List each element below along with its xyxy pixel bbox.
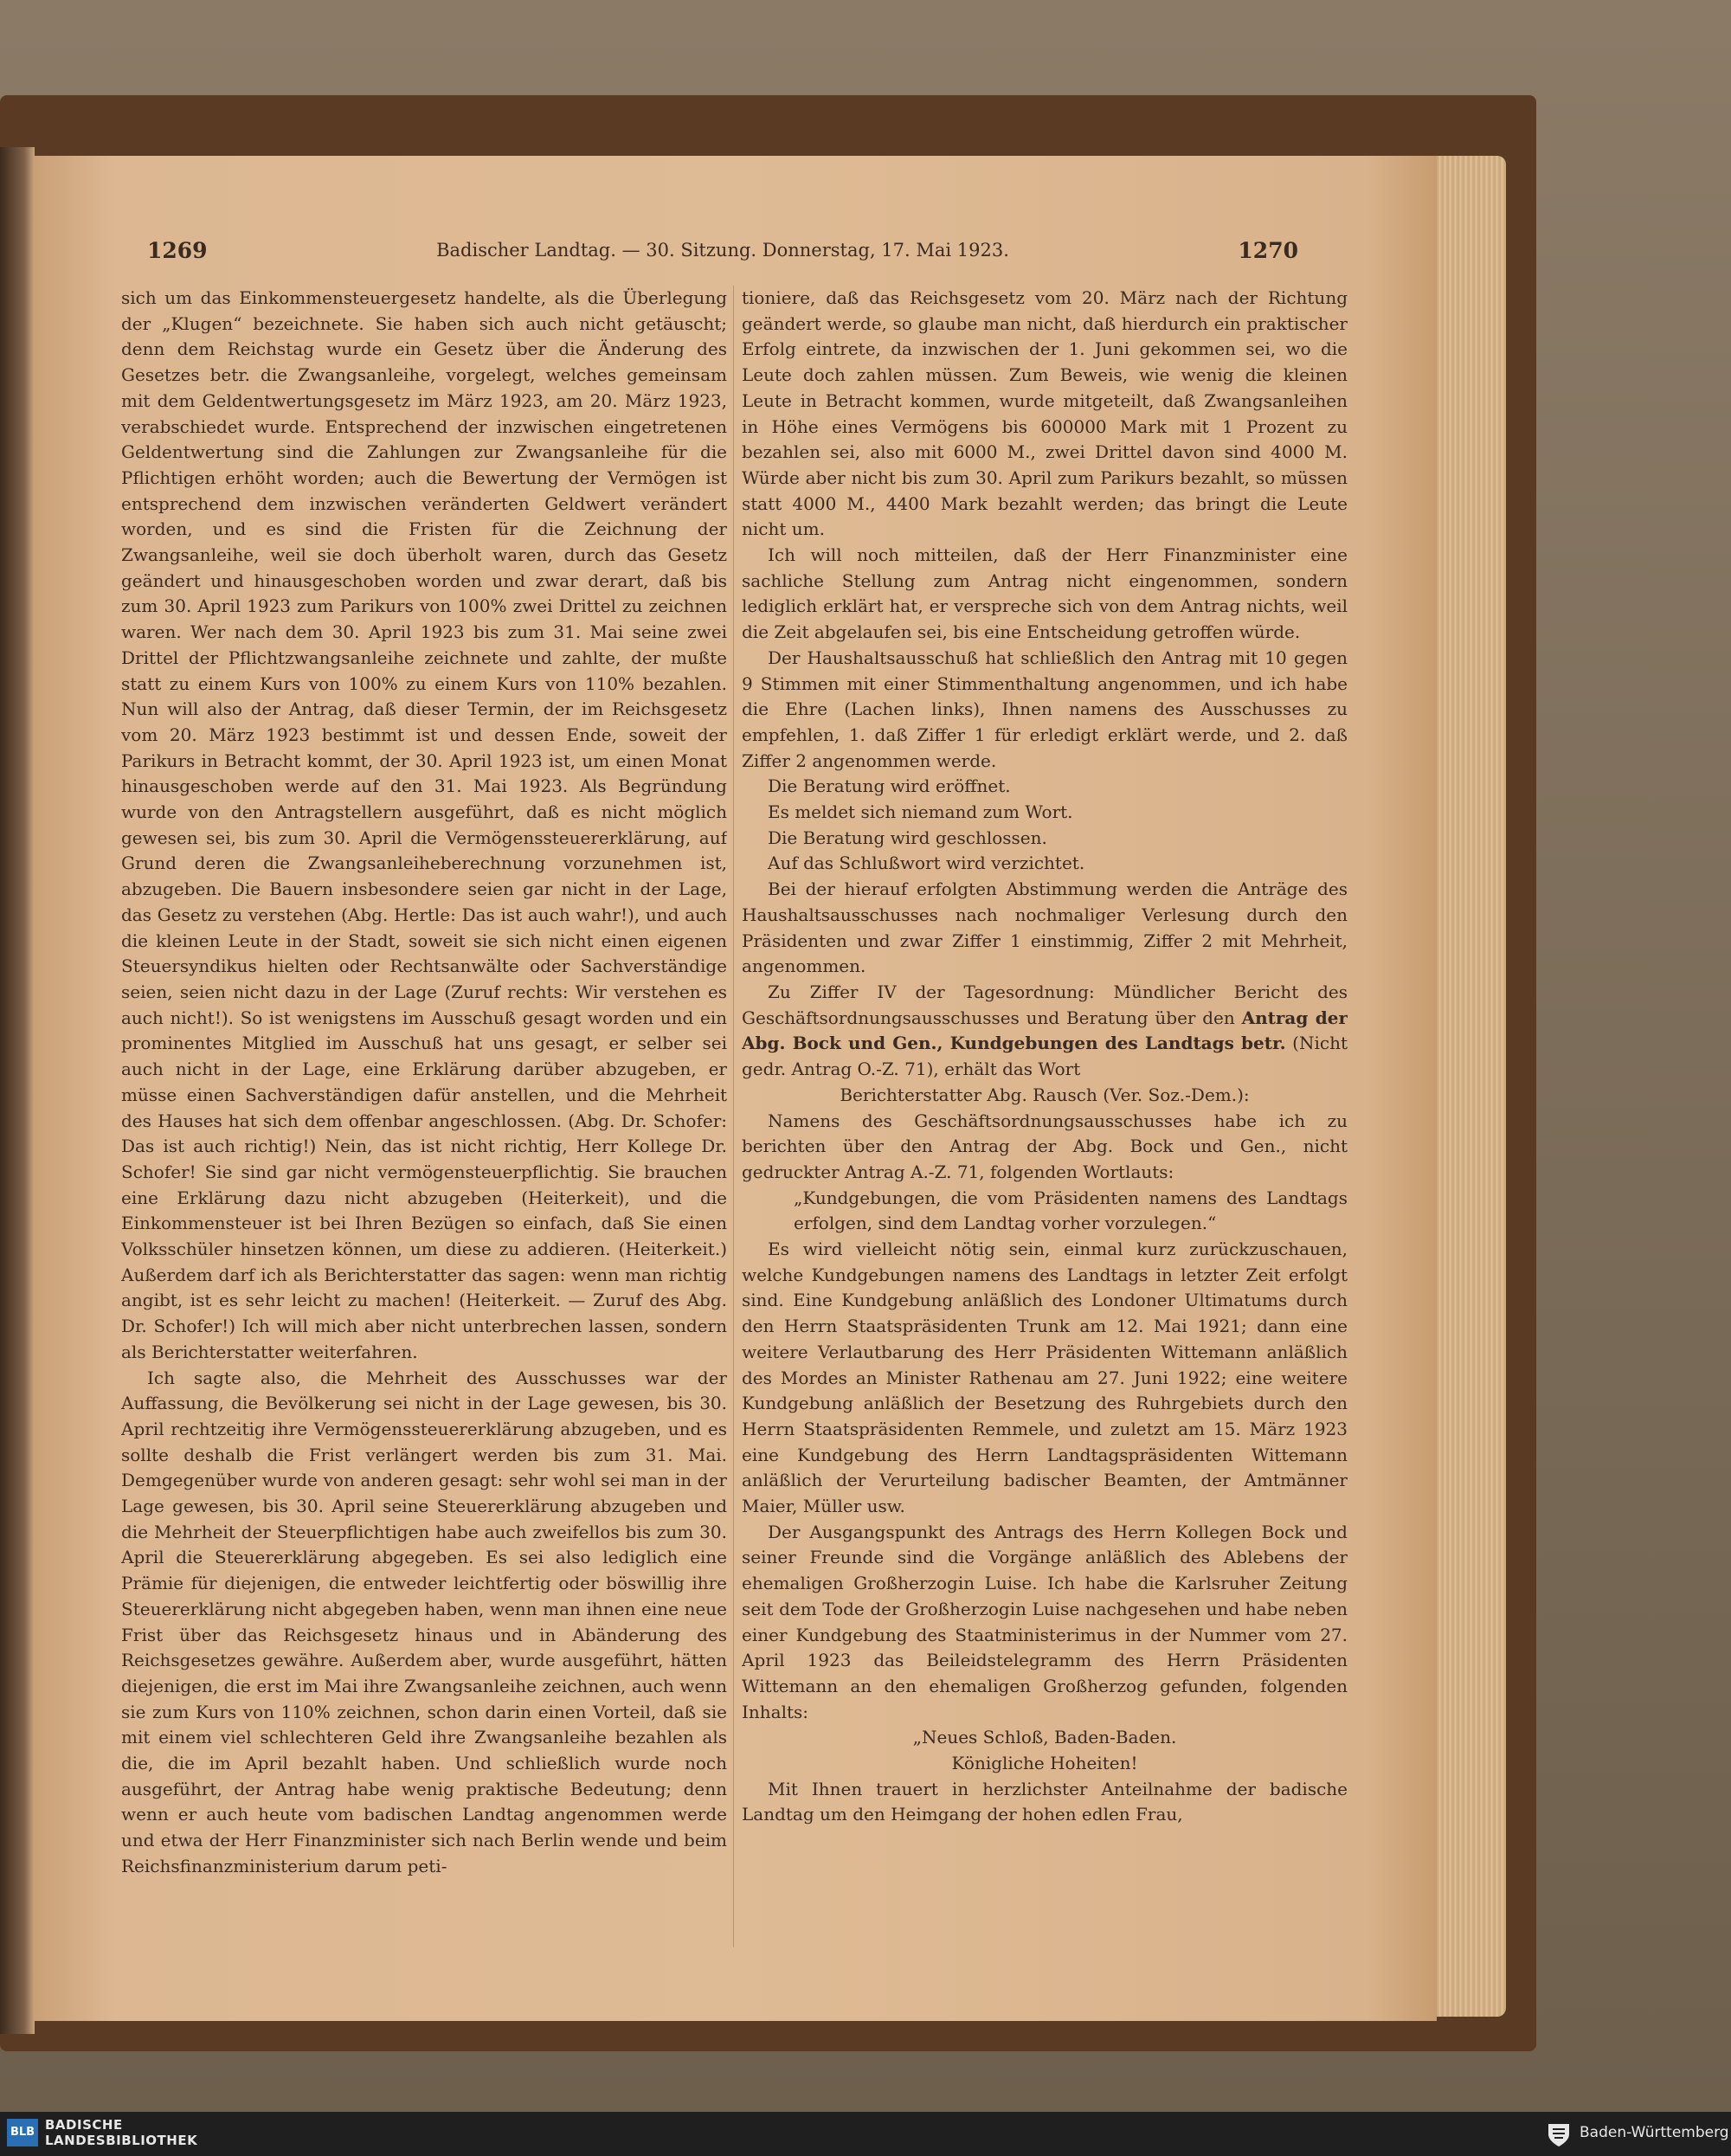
header-title: Badischer Landtag. — 30. Sitzung. Donnerstag, 17. Mai 1923.: [436, 240, 1009, 261]
viewer-footer: [0, 2112, 1731, 2156]
book-spine: [0, 147, 35, 2034]
left-column: [121, 286, 727, 1973]
right-paragraph-report: Namens des Geschäftsordnungsausschusses habe ich zu berichten über den Antrag der Abg. Bock und Gen., nicht gedruckter Antrag A.-Z. 71, folgenden Wortlauts:: [742, 1110, 1348, 1182]
page-number-left: 1269: [147, 238, 208, 263]
procedure-opened: Die Beratung wird eröffnet.: [768, 776, 1011, 797]
running-header: [147, 238, 1298, 273]
agenda-item-iv: [742, 980, 1348, 1083]
bw-label[interactable]: Baden-Württemberg: [1580, 2124, 1729, 2141]
telegram-body: Mit Ihnen trauert in herzlichster Anteilnahme der badische Landtag um den Heimgang der hohen edlen Frau,: [742, 1778, 1348, 1825]
blb-name-line2: LANDESBIBLIOTHEK: [45, 2133, 198, 2148]
left-paragraph-2: Ich sagte also, die Mehrheit des Ausschusses war der Auffassung, die Bevölkerung sei nicht in der Lage gewesen, bis 30. April rechtzeitig ihre Vermögenssteuererklärung abzugeben, und es sollte deshalb die Frist verlängert werden bis zum 31. Mai. Demgegenüber wurde von anderen gesagt: sehr wohl sei man in der Lage gewesen, bis 30. April seine Steuererklärung abzugeben und die Mehrheit der Steuerpflichtigen habe auch zweifellos bis zum 30. April die Steuererklärung abgegeben. Es sei also lediglich eine Prämie für diejenigen, die entweder leichtfertig oder böswillig ihre Steuererklärung nicht abgegeben haben, wenn man ihnen eine neue Frist über das Reichsgesetz hinaus und in Abänderung des Reichsgesetzes gewähre. Außerdem aber, wurde ausgeführt, hätten diejenigen, die erst im Mai ihre Zwangsanleihe zeichnen, auch wenn sie zum Kurs von 110% zeichnen, schon darin einen Vorteil, daß sie mit einem viel schlechteren Geld ihre Zwangsanleihe bezahlen als die, die im April bezahlt haben. Und schließlich wurde noch ausgeführt, der Antrag habe wenig praktische Bedeutung; denn wenn er auch heute vom badischen Landtag angenommen werde und etwa der Herr Finanzminister sich nach Berlin wende und beim Reichsfinanzministerium darum peti-: [121, 1367, 727, 1876]
blb-logo[interactable]: BLB: [7, 2119, 38, 2146]
blb-name[interactable]: [45, 2117, 197, 2148]
agenda-intro: Zu Ziffer IV der Tagesordnung: Mündlicher Bericht des Geschäftsordnungsausschusses und Beratung über den: [742, 981, 1348, 1028]
right-paragraph-1: tioniere, daß das Reichsgesetz vom 20. März nach der Richtung geändert werde, so glaube man nicht, daß hierdurch ein praktischer Erfolg eintrete, da inzwischen der 1. Juni gekommen sei, wo die Leute doch zahlen müssen. Zum Beweis, wie wenig die kleinen Leute in Betracht kommen, wurde mitgeteilt, daß Zwangsanleihen in Höhe eines Vermögens bis 600000 Mark mit 1 Prozent zu bezahlen sei, also mit 6000 M., zwei Drittel davon sind 4000 M. Würde aber nicht bis zum 30. April zum Parikurs bezahlt, so müssen statt 4000 M., 4400 Mark bezahlt werden; das bringt die Leute nicht um.: [742, 287, 1348, 540]
procedure-closed: Die Beratung wird geschlossen.: [768, 827, 1047, 848]
page-number-right: 1270: [1238, 238, 1298, 263]
blb-name-line1: BADISCHE: [45, 2117, 123, 2133]
procedure-final-word: Auf das Schlußwort wird verzichtet.: [768, 853, 1085, 874]
agenda-outro: (Nicht gedr. Antrag O.-Z. 71), erhält das Wort: [742, 1033, 1348, 1080]
left-paragraph-1: sich um das Einkommensteuergesetz handelte, als die Überlegung der „Klugen“ bezeichnete. Sie haben sich auch nicht getäuscht; denn dem Reichstag wurde ein Gesetz über die Änderung des Gesetzes betr. die Zwangsanleihe, vorgelegt, welches gemeinsam mit dem Geldentwertungsgesetz im März 1923, am 20. März 1923, verabschiedet wurde. Entsprechend der inzwischen eingetretenen Geldentwertung sind die Zahlungen zur Zwangsanleihe für die Pflichtigen erhöht worden; auch die Bewertung der Vermögen ist entsprechend dem inzwischen veränderten Geldwert verändert worden, und es sind die Fristen für die Zeichnung der Zwangsanleihe, weil sie doch überholt waren, durch das Gesetz geändert und hinausgeschoben worden und zwar derart, daß bis zum 30. April 1923 zum Parikurs von 100% zwei Drittel zu zeichnen waren. Wer nach dem 30. April 1923 bis zum 31. Mai seine zwei Drittel der Pflichtzwangsanleihe zeichnete und zahlte, der mußte statt zu einem Kurs von 100% zu einem Kurs von 110% bezahlen. Nun will also der Antrag, daß dieser Termin, der im Reichsgesetz vom 20. März 1923 bestimmt ist und dessen Ende, soweit der Parikurs in Betracht kommt, der 30. April 1923 ist, um einen Monat hinausgeschoben werde auf den 31. Mai 1923. Als Begründung wurde von den Antragstellern ausgeführt, daß es nicht möglich gewesen sei, bis zum 30. April die Vermögenssteuererklärung, auf Grund deren die Zwangsanleiheberechnung vorzunehmen ist, abzugeben. Die Bauern insbesondere seien gar nicht in der Lage, das Gesetz zu verstehen (Abg. Hertle: Das ist auch wahr!), und auch die kleinen Leute in der Stadt, soweit sie sich nicht einen eigenen Steuersyndikus hielten oder Rechtsanwälte oder Sachverständige seien, seien nicht dazu in der Lage (Zuruf rechts: Wir verstehen es auch nicht!). So ist wenigstens im Ausschuß gesagt worden und ein prominentes Mitglied im Ausschuß hat uns gesagt, er selber sei auch nicht in der Lage, eine Erklärung darüber abzugeben, er müsse einen Sachverständigen dafür anstellen, und die Mehrheit des Hauses hat sich dem offenbar angeschlossen. (Abg. Dr. Schofer: Das ist auch richtig!) Nein, das ist nicht richtig, Herr Kollege Dr. Schofer! Sie sind gar nicht vermögensteuerpflichtig. Sie brauchen eine Erklärung dazu nicht abzugeben (Heiterkeit), und die Einkommensteuer ist bei Ihren Bezügen so einfach, daß Sie einen Volksschüler hinsetzen können, um diese zu addieren. (Heiterkeit.) Außerdem darf ich als Berichterstatter das sagen: wenn man richtig angibt, ist es sehr leicht zu machen! (Heiterkeit. — Zuruf des Abg. Dr. Schofer!) Ich will mich aber nicht unterbrechen lassen, sondern als Berichterstatter weiterfahren.: [121, 287, 727, 1362]
speaker-line: Berichterstatter Abg. Rausch (Ver. Soz.-Dem.):: [840, 1084, 1250, 1105]
right-paragraph-3: Der Haushaltsausschuß hat schließlich den Antrag mit 10 gegen 9 Stimmen mit einer Stimmenthaltung angenommen, und ich habe die Ehre (Lachen links), Ihnen namens des Ausschusses zu empfehlen, 1. daß Ziffer 1 für erledigt erklärt werde, und 2. daß Ziffer 2 angenommen werde.: [742, 647, 1348, 771]
column-divider: [733, 286, 734, 1947]
coat-of-arms-icon: [1545, 2121, 1573, 2148]
telegram-salutation: Königliche Hoheiten!: [951, 1753, 1138, 1774]
agenda-motion-title: Antrag der Abg. Bock und Gen., Kundgebungen des Landtags betr.: [742, 1007, 1348, 1054]
telegram-address: „Neues Schloß, Baden-Baden.: [912, 1727, 1177, 1748]
book-page: [30, 156, 1437, 2021]
vote-result: Bei der hierauf erfolgten Abstimmung werden die Anträge des Haushaltsausschusses nach nochmaliger Verlesung durch den Präsidenten und zwar Ziffer 1 einstimmig, Ziffer 2 mit Mehrheit, angenommen.: [742, 878, 1348, 977]
right-paragraph-declarations: Es wird vielleicht nötig sein, einmal kurz zurückzuschauen, welche Kundgebungen namens des Landtags in letzter Zeit erfolgt sind. Eine Kundgebung anläßlich des Londoner Ultimatums durch den Herrn Staatspräsidenten Trunk am 12. Mai 1921; dann eine weitere Verlautbarung des Herr Präsidenten Wittemann anläßlich des Mordes an Minister Rathenau am 27. Juni 1922; eine weitere Kundgebung anläßlich der Besetzung des Ruhrgebiets durch den Herrn Staatspräsidenten Remmele, und zuletzt am 15. März 1923 eine Kundgebung des Herrn Landtagspräsidenten Wittemann anläßlich der Verurteilung badischer Beamten, der Amtmänner Maier, Müller usw.: [742, 1239, 1348, 1517]
procedure-no-speaker: Es meldet sich niemand zum Wort.: [768, 801, 1073, 823]
right-paragraph-origin: Der Ausgangspunkt des Antrags des Herrn Kollegen Bock und seiner Freunde sind die Vorgänge anläßlich des Ablebens der ehemaligen Großherzogin Luise. Ich habe die Karlsruher Zeitung seit dem Tode der Großherzogin Luise nachgesehen und habe neben einer Kundgebung des Staatministerimus in der Nummer vom 27. April 1923 das Beileidstelegramm des Herrn Präsidenten Wittemann an den ehemaligen Großherzog gefunden, folgenden Inhalts:: [742, 1521, 1348, 1722]
right-column: [742, 286, 1348, 1973]
right-paragraph-2: Ich will noch mitteilen, daß der Herr Finanzminister eine sachliche Stellung zum Antrag nicht eingenommen, sondern lediglich erklärt hat, er verspreche sich von dem Antrag nichts, weil die Zeit abgelaufen sei, bis eine Entscheidung getroffen würde.: [742, 544, 1348, 643]
motion-quote: „Kundgebungen, die vom Präsidenten namens des Landtags erfolgen, sind dem Landtag vorher vorzulegen.“: [794, 1187, 1348, 1234]
